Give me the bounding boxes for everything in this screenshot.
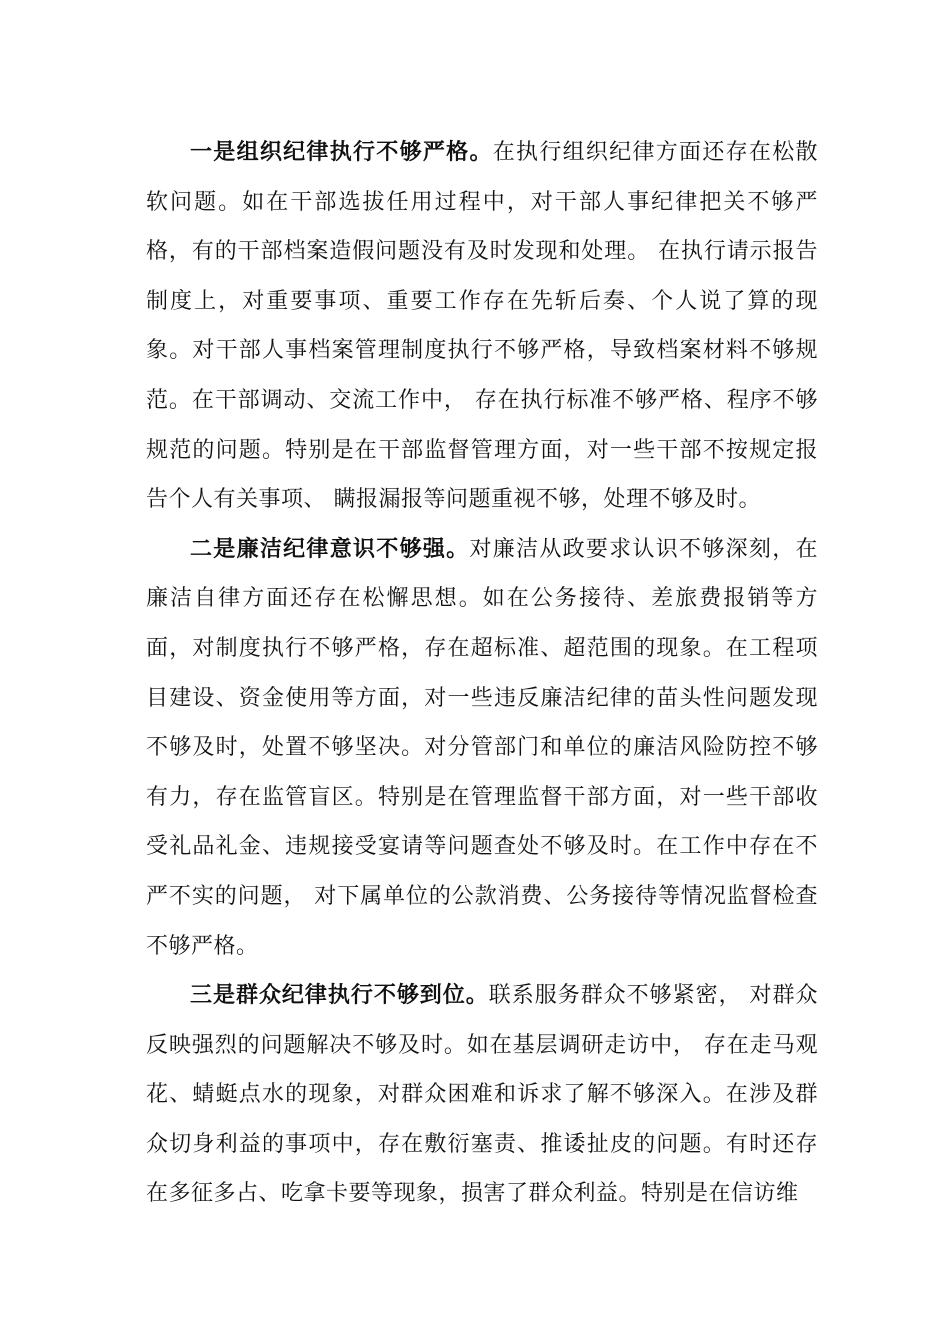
paragraph-heading: 二是廉洁纪律意识不够强。 <box>190 536 470 562</box>
paragraph-text: 对廉洁从政要求认识不够深刻，在廉洁自律方面还存在松懈思想。如在公务接待、差旅费报销等方面，对制度执行不够严格，存在超标准、超范围的现象。在工程项目建设、资金使用等方面，对一些违反廉洁纪律的苗头性问题发现不够及时，处置不够坚决。对分管部门和单位的廉洁风险防控不够有力，存在监管盲区。特别是在管理监督干部方面，对一些干部收受礼品礼金、违规接受宴请等问题查处不够及时。在工作中存在不严不实的问题， 对下属单位的公款消费、公务接待等情况监督检查不够严格。 <box>146 536 818 959</box>
paragraph-mass-discipline <box>146 971 818 1219</box>
paragraph-text: 在执行组织纪律方面还存在松散软问题。如在干部选拔任用过程中，对干部人事纪律把关不够严格，有的干部档案造假问题没有及时发现和处理。 在执行请示报告制度上，对重要事项、重要工作存在先斩后奏、个人说了算的现象。对干部人事档案管理制度执行不够严格，导致档案材料不够规范。在干部调动、交流工作中， 存在执行标准不够严格、程序不够规范的问题。特别是在干部监督管理方面，对一些干部不按规定报告个人有关事项、 瞒报漏报等问题重视不够，处理不够及时。 <box>146 140 818 513</box>
paragraph-heading: 一是组织纪律执行不够严格。 <box>190 140 493 165</box>
document-body <box>146 128 818 1219</box>
paragraph-integrity-discipline <box>146 525 818 971</box>
paragraph-heading: 三是群众纪律执行不够到位。 <box>190 983 489 1009</box>
paragraph-text: 联系服务群众不够紧密， 对群众反映强烈的问题解决不够及时。如在基层调研走访中， 存在走马观花、蜻蜓点水的现象，对群众困难和诉求了解不够深入。在涉及群众切身利益的事项中，存在敷衍塞责、推诿扯皮的问题。有时还存在多征多占、吃拿卡要等现象，损害了群众利益。特别是在信访维 <box>146 983 818 1207</box>
paragraph-organizational-discipline <box>146 128 818 525</box>
